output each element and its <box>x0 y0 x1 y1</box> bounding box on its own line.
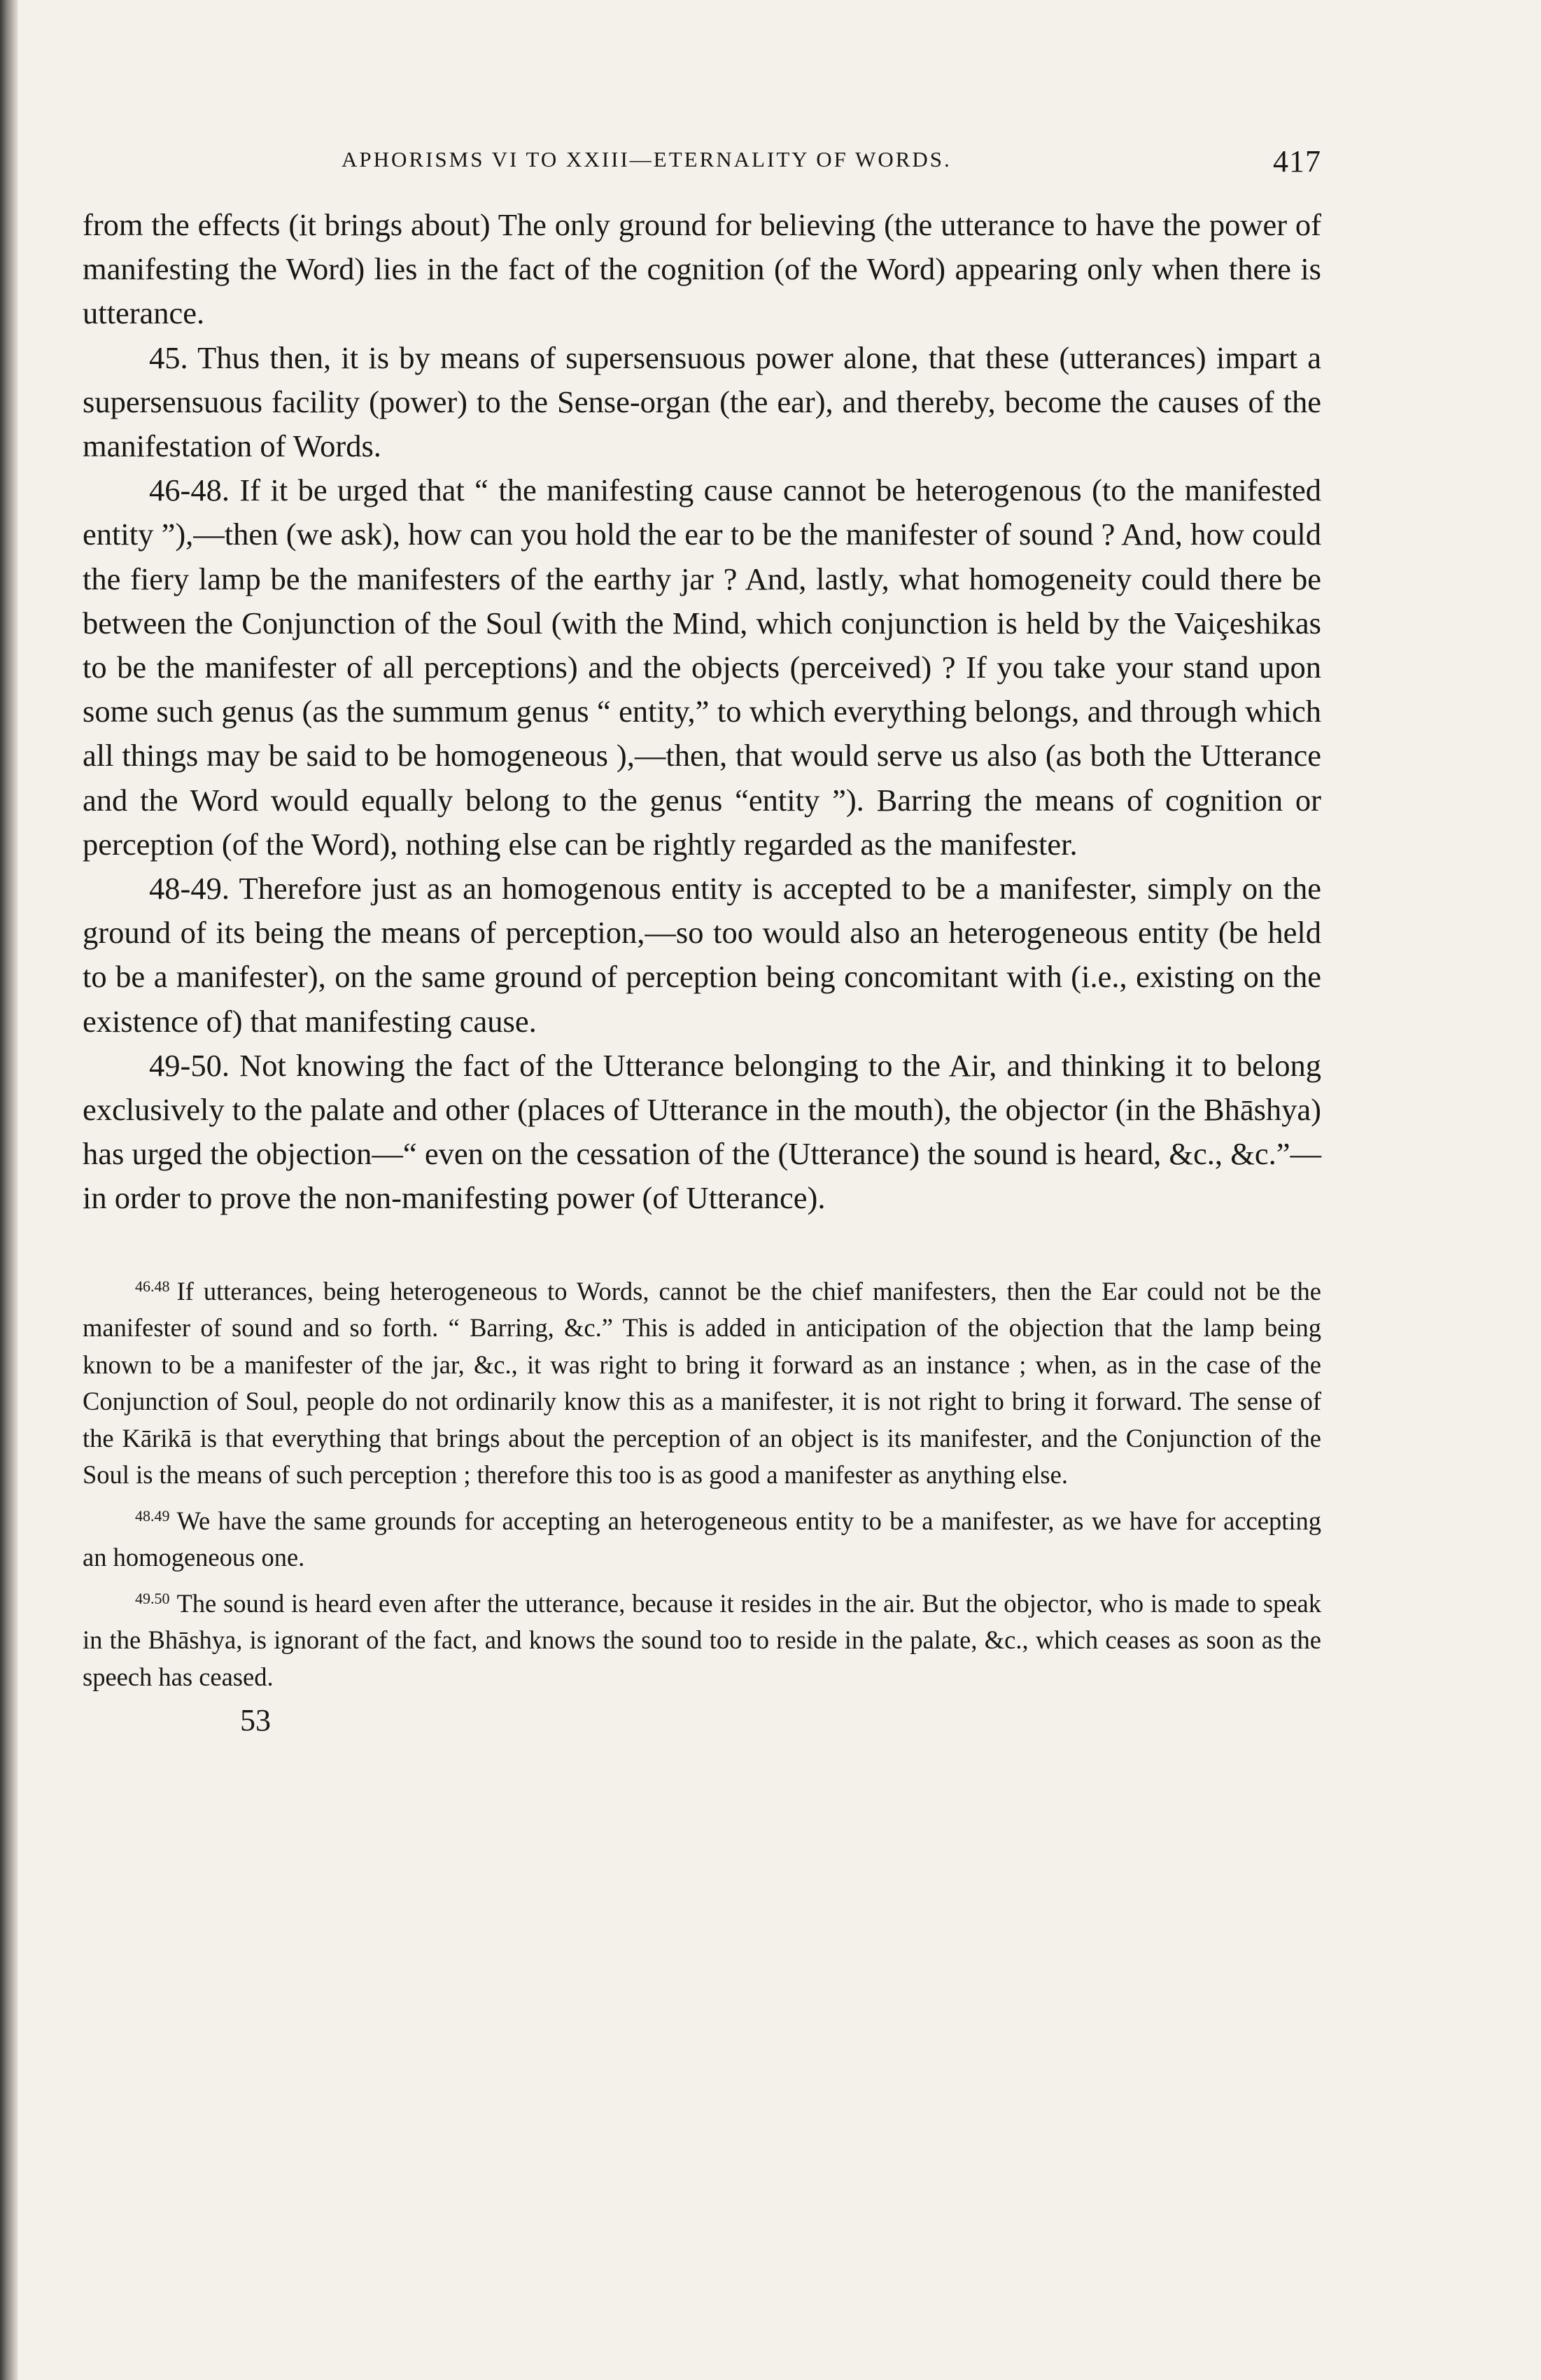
paragraph-46-48: 46-48. If it be urged that “ the manifesting cause cannot be heterogenous (to the manifested entity ”),—then (we ask), how can you hold the ear to be the manifester of sound ? And, how could the fiery lamp be the manifesters of the earthy jar ? And, lastly, what homogeneity could there be between the Conjunction of the Soul (with the Mind, which conjunction is held by the Vaiçeshikas to be the manifester of all perceptions) and the objects (perceived) ? If you take your stand upon some such genus (as the summum genus “ entity,” to which everything belongs, and through which all things may be said to be homogeneous ),—then, that would serve us also (as both the Utterance and the Word would equally belong to the genus “entity ”). Barring the means of cognition or perception (of the Word), nothing else can be rightly regarded as the manifester. <box>83 472 1321 862</box>
footnotes <box>83 1268 1321 1696</box>
footnote-ref: 48.49 <box>135 1506 170 1525</box>
book-page <box>83 105 1321 1738</box>
running-title: APHORISMS VI TO XXIII—ETERNALITY OF WORDS. <box>342 147 952 172</box>
paragraph-49-50: 49-50. Not knowing the fact of the Utterance belonging to the Air, and thinking it to belong exclusively to the palate and other (places of Utterance in the mouth), the objector (in the Bhāshya) has urged the objection—“ even on the cessation of the (Utterance) the sound is heard, &c., &c.”—in order to prove the non-manifesting power (of Utterance). <box>83 1047 1321 1216</box>
signature-mark: 53 <box>240 1703 271 1738</box>
paragraph-continued: from the effects (it brings about) The only ground for believing (the utterance to have the power of manifesting the Word) lies in the fact of the cognition (of the Word) appearing only when there is utterance. <box>83 207 1321 331</box>
page-binding-edge <box>0 0 18 2380</box>
paragraph-48-49: 48-49. Therefore just as an homogenous entity is accepted to be a manifester, simply on the ground of its being the means of perception,—so too would also an heterogeneous entity (be held to be a manifester), on the same ground of perception being concomitant with (i.e., existing on the existence of) that manifesting cause. <box>83 871 1321 1039</box>
footnote-ref: 46.48 <box>135 1277 170 1295</box>
footnote-text: We have the same grounds for accepting an heterogeneous entity to be a manifester, as we have for accepting an homogeneous one. <box>83 1506 1321 1572</box>
footnote-text: If utterances, being heterogeneous to Words, cannot be the chief manifesters, then the Ear could not be the manifester of sound and so forth. “ Barring, &c.” This is added in anticipation of the objection that the lamp being known to be a manifester of the jar, &c., it was right to bring it forward as an instance ; when, as in the case of the Conjunction of Soul, people do not ordinarily know this as a manifester, it is not right to bring it forward. The sense of the Kārikā is that everything that brings about the perception of an object is its manifester, and the Conjunction of the Soul is the means of such perception ; therefore this too is as good a manifester as anything else. <box>83 1276 1321 1490</box>
running-header <box>83 105 1321 178</box>
footnote-ref: 49.50 <box>135 1589 170 1607</box>
footnote <box>83 1268 1321 1494</box>
page-number: 417 <box>1273 144 1321 178</box>
paragraph-45: 45. Thus then, it is by means of supersensuous power alone, that these (utterances) impart a supersensuous facility (power) to the Sense-organ (the ear), and thereby, become the causes of the manifestation of Words. <box>83 340 1321 464</box>
main-text <box>83 203 1321 1221</box>
footnote <box>83 1581 1321 1696</box>
footnote <box>83 1498 1321 1576</box>
footnote-text: The sound is heard even after the utterance, because it resides in the air. But the objector, who is made to speak in the Bhāshya, is ignorant of the fact, and knows the sound too to reside in the palate, &c., which ceases as soon as the speech has ceased. <box>83 1588 1321 1691</box>
